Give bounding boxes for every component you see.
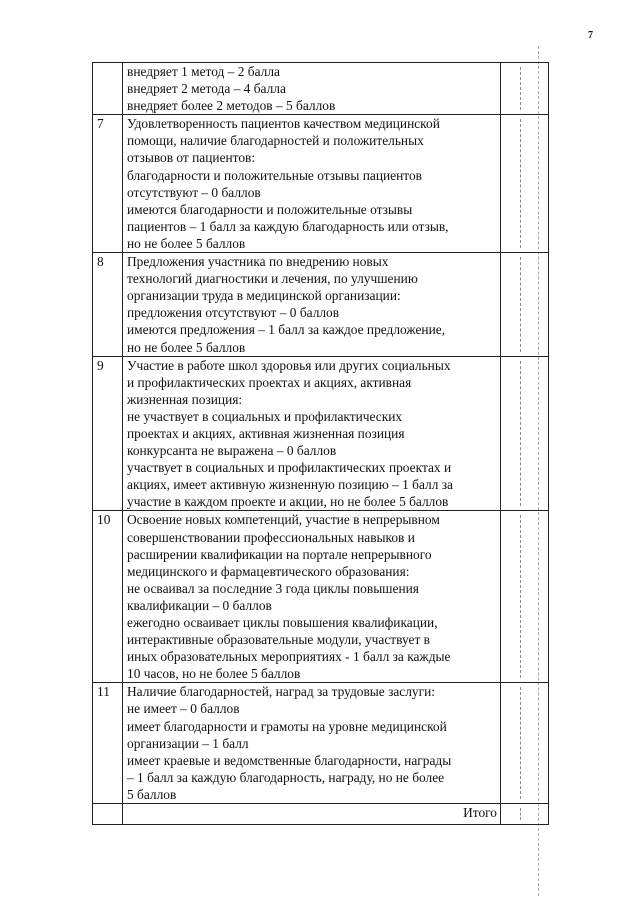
total-score-cell bbox=[501, 804, 549, 825]
criterion-number: 10 bbox=[93, 511, 123, 683]
criterion-line: отсутствуют – 0 баллов bbox=[127, 184, 261, 200]
criterion-line: не участвует в социальных и профилактических bbox=[127, 408, 403, 424]
table-row bbox=[93, 63, 549, 115]
criterion-line: благодарности и положительные отзывы пациентов bbox=[127, 167, 422, 183]
total-row bbox=[93, 804, 549, 825]
criterion-line: 10 часов, но не более 5 баллов bbox=[127, 666, 301, 682]
criterion-line: внедряет 1 метод – 2 балла bbox=[127, 64, 280, 79]
criterion-description bbox=[123, 683, 501, 804]
criterion-line: Предложения участника по внедрению новых bbox=[127, 254, 389, 270]
total-label: Итого bbox=[123, 804, 501, 825]
criterion-line: предложения отсутствуют – 0 баллов bbox=[127, 305, 340, 321]
score-cell bbox=[501, 253, 549, 357]
criterion-line: имеются предложения – 1 балл за каждое предложение, bbox=[127, 322, 446, 338]
criterion-line: Наличие благодарностей, наград за трудовые заслуги: bbox=[127, 684, 436, 700]
criterion-line: расширении квалификации на портале непрерывного bbox=[127, 546, 432, 562]
criterion-line: технологий диагностики и лечения, по улучшению bbox=[127, 271, 418, 287]
criterion-number bbox=[93, 63, 123, 115]
score-cell bbox=[501, 356, 549, 511]
table-row bbox=[93, 356, 549, 511]
table-row bbox=[93, 511, 549, 683]
criterion-line: но не более 5 баллов bbox=[127, 339, 246, 355]
criterion-line: медицинского и фармацевтического образования: bbox=[127, 563, 410, 579]
criterion-description bbox=[123, 115, 501, 253]
criterion-line: проектах и акциях, активная жизненная позиция bbox=[127, 425, 405, 441]
criterion-line: акциях, имеет активную жизненную позицию – 1 балл за bbox=[127, 477, 453, 493]
criterion-line: жизненная позиция: bbox=[127, 391, 243, 407]
criterion-number: 11 bbox=[93, 683, 123, 804]
criterion-description bbox=[123, 63, 501, 115]
criterion-line: иных образовательных мероприятиях - 1 балл за каждые bbox=[127, 649, 451, 665]
criterion-line: совершенствовании профессиональных навыков и bbox=[127, 529, 415, 545]
criterion-number: 8 bbox=[93, 253, 123, 357]
page-number: 7 bbox=[588, 30, 593, 41]
criterion-line: имеются благодарности и положительные отзывы bbox=[127, 201, 413, 217]
criterion-description bbox=[123, 356, 501, 511]
criterion-line: Участие в работе школ здоровья или других социальных bbox=[127, 357, 451, 373]
criterion-line: помощи, наличие благодарностей и положительных bbox=[127, 133, 424, 149]
criterion-line: участие в каждом проекте и акции, но не более 5 баллов bbox=[127, 494, 449, 510]
criterion-line: внедряет 2 метода – 4 балла bbox=[127, 81, 286, 97]
criterion-line: имеет краевые и ведомственные благодарности, награды bbox=[127, 752, 452, 768]
criteria-table-body bbox=[93, 63, 549, 825]
criterion-line: 5 баллов bbox=[127, 786, 177, 802]
criterion-line: внедряет более 2 методов – 5 баллов bbox=[127, 98, 336, 114]
score-cell bbox=[501, 683, 549, 804]
criterion-number: 7 bbox=[93, 115, 123, 253]
table-row bbox=[93, 253, 549, 357]
score-cell bbox=[501, 511, 549, 683]
criteria-table bbox=[92, 62, 549, 825]
criterion-line: интерактивные образовательные модули, участвует в bbox=[127, 632, 430, 648]
score-cell bbox=[501, 115, 549, 253]
table-row bbox=[93, 115, 549, 253]
criterion-line: участвует в социальных и профилактических проектах и bbox=[127, 460, 452, 476]
criterion-line: – 1 балл за каждую благодарность, награду, но не более bbox=[127, 769, 445, 785]
criterion-line: организации – 1 балл bbox=[127, 735, 249, 751]
criterion-line: организации труда в медицинской организации: bbox=[127, 288, 401, 304]
criterion-number: 9 bbox=[93, 356, 123, 511]
criterion-line: пациентов – 1 балл за каждую благодарность или отзыв, bbox=[127, 218, 449, 234]
criterion-line: и профилактических проектах и акциях, активная bbox=[127, 374, 412, 390]
criterion-line: ежегодно осваивает циклы повышения квалификации, bbox=[127, 615, 438, 630]
criterion-line: квалификации – 0 баллов bbox=[127, 597, 272, 613]
criterion-line: Удовлетворенность пациентов качеством медицинской bbox=[127, 116, 440, 132]
criterion-line: отзывов от пациентов: bbox=[127, 150, 256, 166]
criterion-line: Освоение новых компетенций, участие в непрерывном bbox=[127, 512, 440, 528]
table-row bbox=[93, 683, 549, 804]
criterion-line: конкурсанта не выражена – 0 баллов bbox=[127, 443, 337, 459]
total-num-cell bbox=[93, 804, 123, 825]
criterion-line: имеет благодарности и грамоты на уровне медицинской bbox=[127, 718, 447, 734]
criterion-description bbox=[123, 511, 501, 683]
criterion-line: не имеет – 0 баллов bbox=[127, 701, 240, 717]
score-cell bbox=[501, 63, 549, 115]
criterion-description bbox=[123, 253, 501, 357]
criterion-line: но не более 5 баллов bbox=[127, 235, 246, 251]
criterion-line: не осваивал за последние 3 года циклы повышения bbox=[127, 580, 419, 596]
